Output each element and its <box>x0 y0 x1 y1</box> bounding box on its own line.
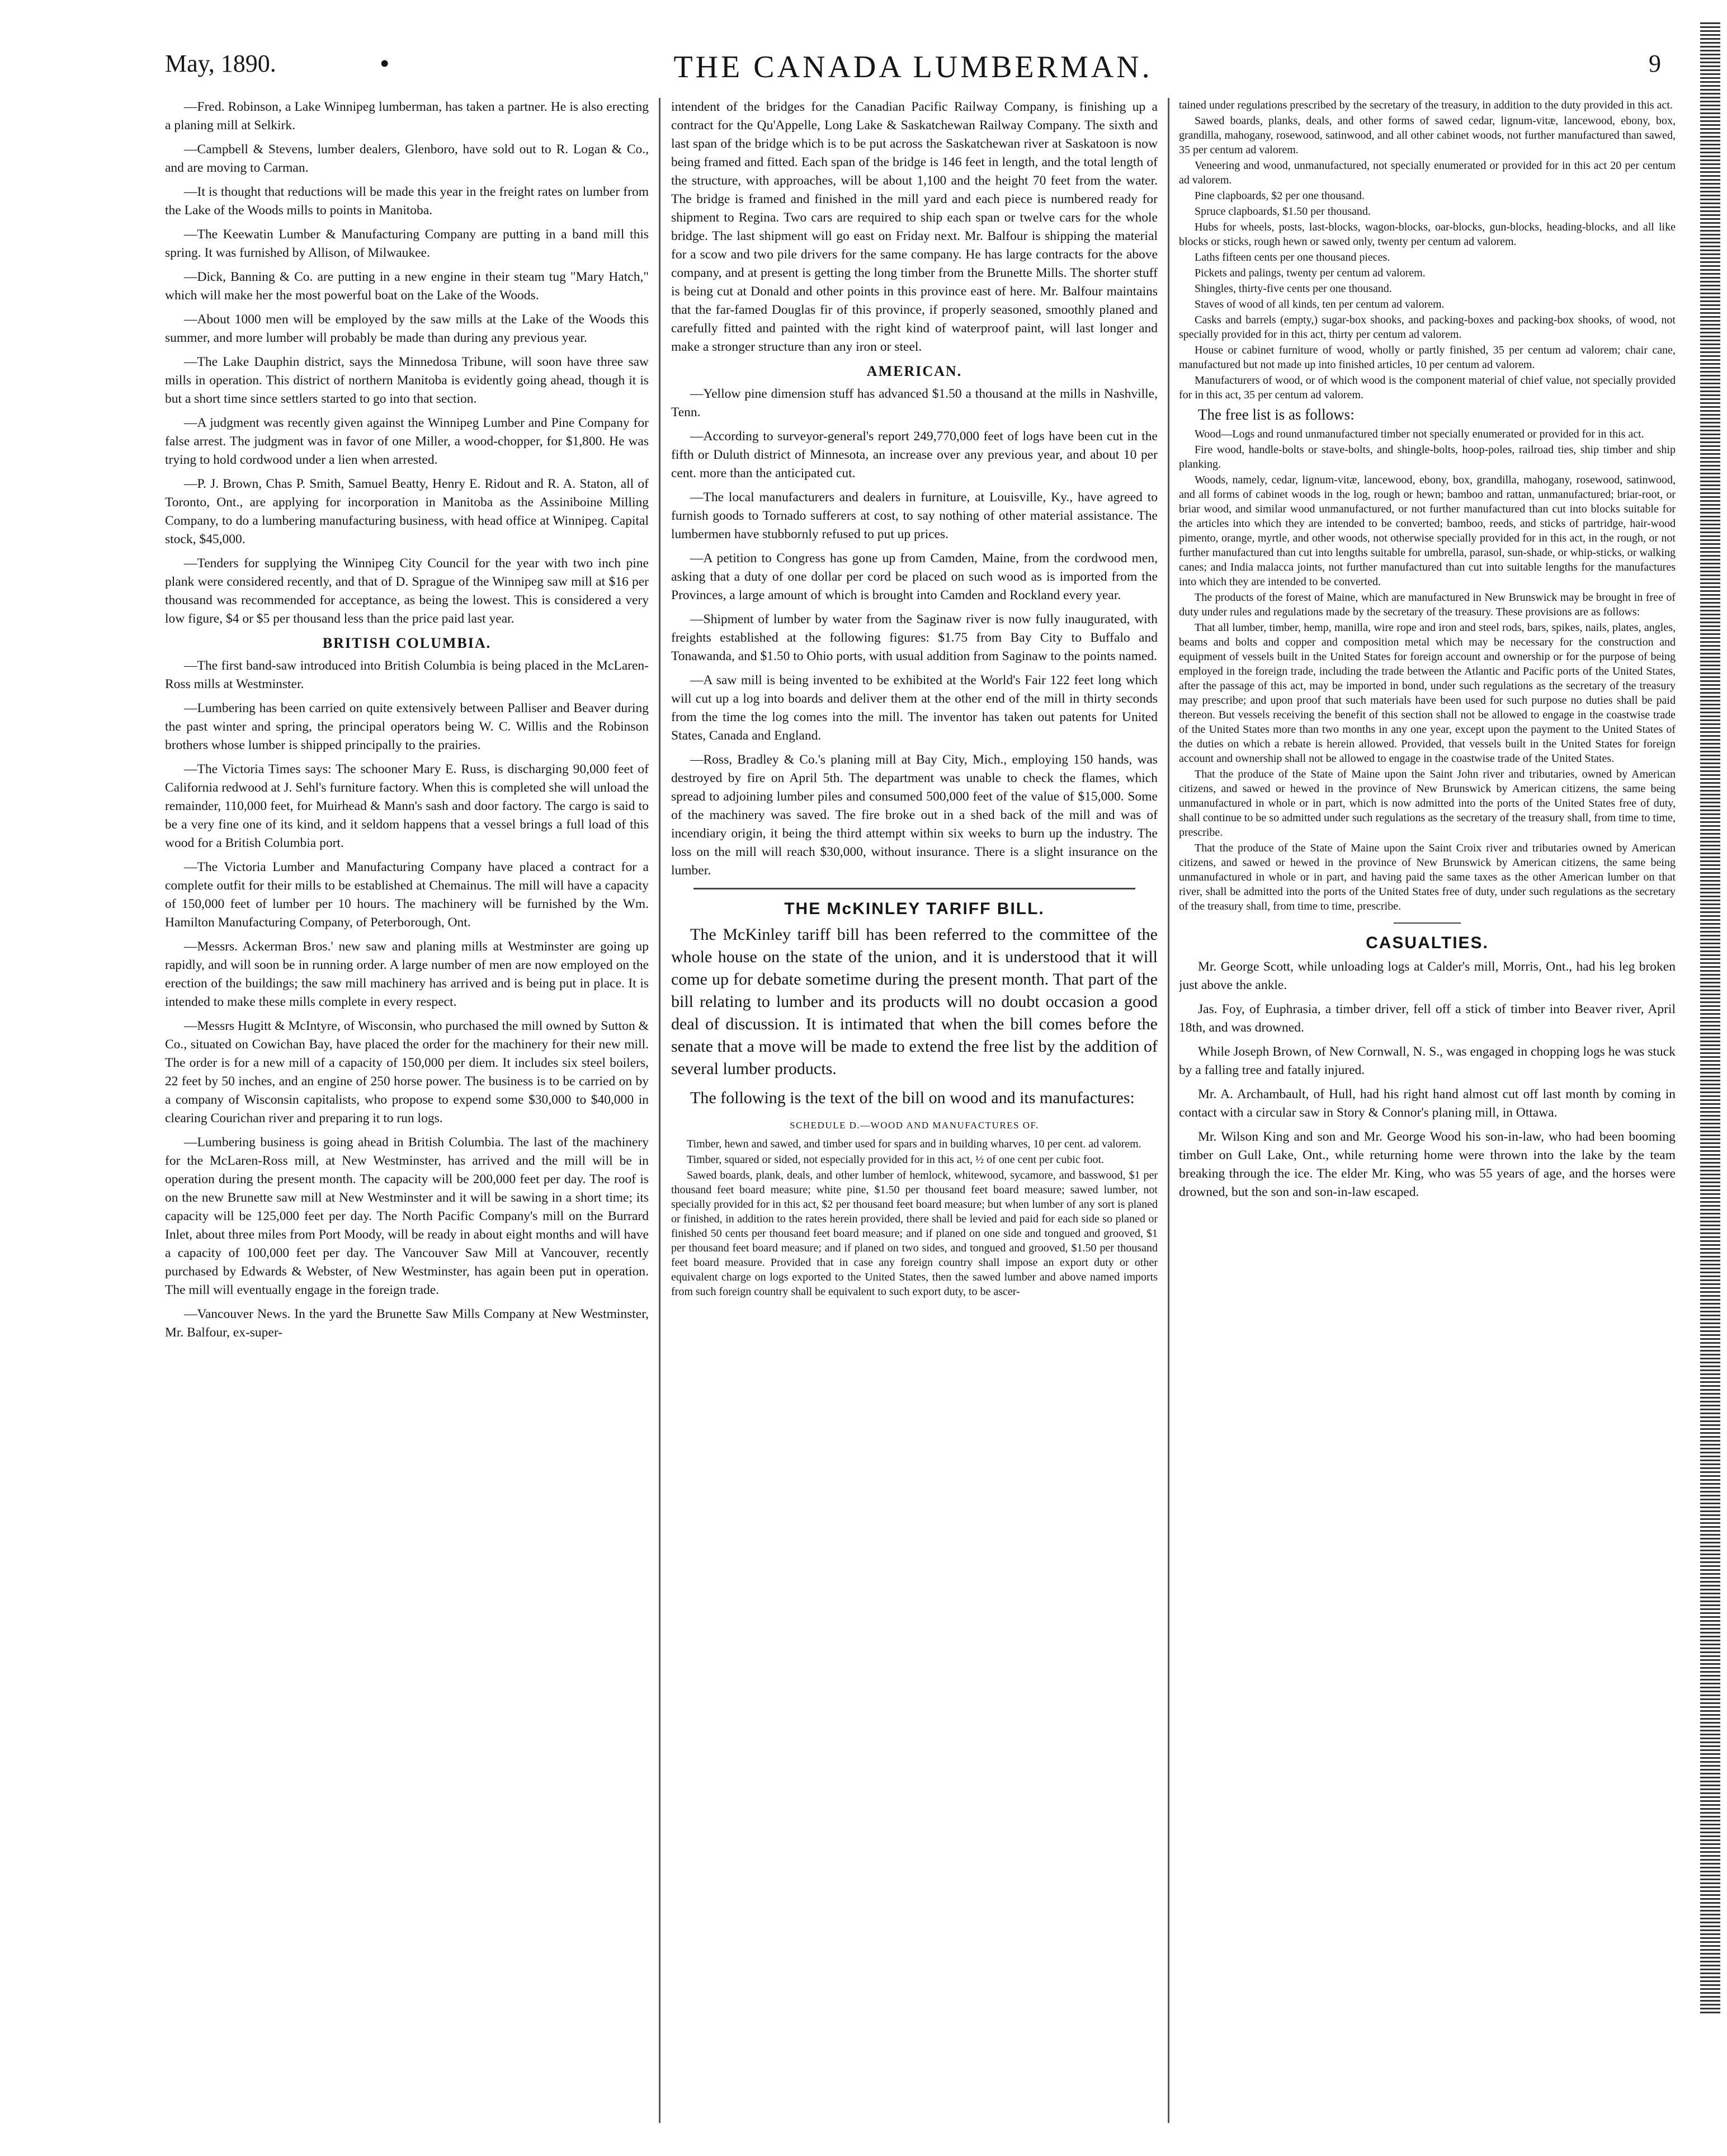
free-list-item: That the produce of the State of Maine upon the Saint John river and tributaries, owned by American citizens, and sawed or hewed in the province of New Brunswick by American citizens, the same being unmanufactured in whole or in part, which is now admitted into the ports of the United States free of duty, shall continue to be so admitted under such regulations as the secretary of the treasury shall, from time to time, prescribe. <box>1179 768 1676 839</box>
schedule-item: Sawed boards, plank, deals, and other lumber of hemlock, whitewood, sycamore, and basswood, $1 per thousand feet board measure; white pine, $1.50 per thousand feet board measure; sawed lumber, not specially provided for in this act, $2 per thousand feet board measure; but when lumber of any sort is planed or finished, in addition to the rates herein provided, there shall be levied and paid for each side so planed or finished 50 cents per thousand feet board measure; and if planed on one side and tongued and grooved, $1 per thousand feet board measure; and if planed on two sides, and tongued and grooved, $1.50 per thousand feet board measure. Provided that in case any foreign country shall impose an export duty or other equivalent charge on logs exported to the United States, then the sawed lumber and above named imports from such foreign country shall be equivalent to such export duty, to be ascer- <box>671 1169 1158 1298</box>
news-item: Jas. Foy, of Euphrasia, a timber driver, fell off a stick of timber into Beaver river, April 18th, and was drowned. <box>1179 1002 1676 1035</box>
news-item: —A judgment was recently given against the Winnipeg Lumber and Pine Company for false arrest. The judgment was in favor of one Miller, a wood-chopper, for $1,800. He was trying to hold cordwood under a lien when arrested. <box>165 416 649 467</box>
news-item: —According to surveyor-general's report 249,770,000 feet of logs have been cut in the fifth or Duluth district of Minnesota, an increase over any previous year, and about 10 per cent. more than the anticipated cut. <box>671 429 1158 481</box>
schedule-heading: SCHEDULE D.—WOOD AND MANUFACTURES OF. <box>790 1120 1039 1131</box>
news-item: —Ross, Bradley & Co.'s planing mill at Bay City, Mich., employing 150 hands, was destroyed by fire on April 5th. The department was unable to check the flames, which spread to adjoining lumber piles and consumed 500,000 feet of the value of $15,000. Some of the machinery was saved. The fire broke out in a shed back of the mill and was of incendiary origin, it being the third attempt within six weeks to burn up the industry. The loss on the mill will reach $30,000, without insurance. There is a slight insurance on the lumber. <box>671 752 1158 878</box>
news-item: —A petition to Congress has gone up from Camden, Maine, from the cordwood men, asking that a duty of one dollar per cord be placed on such wood as is imported from the Provinces, a large amount of which is brought into Camden and Rockland every year. <box>671 551 1158 602</box>
american-news <box>671 385 1158 880</box>
masthead <box>165 49 1661 91</box>
free-list-item: Woods, namely, cedar, lignum-vitæ, lancewood, ebony, box, grandilla, mahogany, rosewood, satinwood, and all forms of cabinet woods in the log, rough or hewn; bamboo and rattan, unmanufactured; briar-root, or briar wood, and similar wood unmanufactured, or not further manufactured than cut into blocks suitable for the articles into which they are intended to be converted; bamboo, reeds, and sticks of partridge, hair-wood pimento, orange, myrtle, and other woods, not otherwise specially provided for in this act, in the rough, or not further manufactured than cut into lengths suitable for umbrella, parasol, sun-shade, or whip-sticks, or walking canes; and India malacca joints, not further manufactured than cut into suitable lengths for the manufactures into which they are intended to be converted. <box>1179 474 1676 588</box>
newspaper-title: THE CANADA LUMBERMAN. <box>673 50 1153 84</box>
free-list-item: The products of the forest of Maine, which are manufactured in New Brunswick may be brought in free of duty under rules and regulations made by the secretary of the treasury. These provisions are as follows: <box>1179 591 1676 618</box>
section-heading-british-columbia: BRITISH COLUMBIA. <box>322 635 492 651</box>
schedule-item: House or cabinet furniture of wood, wholly or partly finished, 35 per centum ad valorem; chair cane, manufactured but not made up into finished articles, 10 per centum ad valorem. <box>1179 344 1676 371</box>
news-item: —Lumbering business is going ahead in British Columbia. The last of the machinery for the McLaren-Ross mill, at New Westminster, has arrived and the mill will be in operation during the present month. The capacity will be 200,000 feet per day. The roof is on the new Brunette saw mill at New Westminster and it will be sawing in a short time; its capacity will be 125,000 feet per day. The North Pacific Company's mill on the Burrard Inlet, about three miles from Port Moody, will be ready in about eight months and will have a capacity of 100,000 feet per day. The Vancouver Saw Mill at Vancouver, recently purchased by Edwards & Webster, of New Westminster, has again been put in operation. The mill will eventually engage in the foreign trade. <box>165 1135 649 1297</box>
section-divider <box>1394 922 1461 924</box>
news-item: —About 1000 men will be employed by the saw mills at the Lake of the Woods this summer, and more lumber will probably be made than during any previous year. <box>165 312 649 345</box>
news-item: —The local manufacturers and dealers in furniture, at Louisville, Ky., have agreed to furnish goods to Tornado sufferers at cost, to say nothing of other material assistance. The lumbermen have stubbornly refused to put up prices. <box>671 490 1158 542</box>
news-item: —The Victoria Lumber and Manufacturing Company have placed a contract for a complete outfit for their mills to be established at Chemainus. The mill will have a capacity of 150,000 feet of lumber per 10 hours. The machinery will be furnished by the Wm. Hamilton Manufacturing Company, of Peterborough, Ont. <box>165 860 649 930</box>
free-list-intro: The free list is as follows: <box>1198 406 1355 423</box>
news-item: While Joseph Brown, of New Cornwall, N. S., was engaged in chopping logs he was stuck by a falling tree and fatally injured. <box>1179 1044 1676 1077</box>
free-list-item: That the produce of the State of Maine upon the Saint Croix river and tributaries owned by American citizens, and sawed or hewed in the province of New Brunswick by American citizens, the same being unmanufactured in whole or in part, and having paid the same taxes as the other American lumber on that river, shall be admitted into the ports of the United States free of duty, under such regulations as the secretary of the treasury shall, from time to time, prescribe. <box>1179 842 1676 912</box>
free-list-item: Fire wood, handle-bolts or stave-bolts, and shingle-bolts, hoop-poles, railroad ties, ship timber and ship planking. <box>1179 444 1676 470</box>
free-list-item: Wood—Logs and round unmanufactured timber not specially enumerated or provided for in this act. <box>1195 428 1644 440</box>
news-item: Mr. A. Archambault, of Hull, had his right hand almost cut off last month by coming in contact with a circular saw in Story & Connor's planing mill, in Ottawa. <box>1179 1087 1676 1120</box>
free-list <box>1179 427 1676 914</box>
separator-dot: • <box>380 50 389 77</box>
schedule-item: Sawed boards, planks, deals, and other forms of sawed cedar, lignum-vitæ, lancewood, ebony, box, grandilla, mahogany, rosewood, satinwood, and all other cabinet woods, not further manufactured than sawed, 35 per centum ad valorem. <box>1179 115 1676 156</box>
manitoba-news <box>165 98 649 628</box>
news-item: —Messrs. Ackerman Bros.' new saw and planing mills at Westminster are going up rapidly, and will soon be in running order. A large number of men are now employed on the erection of the buildings; the saw mill machinery has arrived and is being put in place. It is intended to make these mills complete in every respect. <box>165 939 649 1009</box>
news-item: —Shipment of lumber by water from the Saginaw river is now fully inaugurated, with freights established at the following figures: $1.75 from Bay City to Buffalo and Tonawanda, and $1.50 to Ohio ports, with usual addition from Saginaw to the points named. <box>671 612 1158 663</box>
issue-date: May, 1890. <box>165 50 276 77</box>
schedule-item: Hubs for wheels, posts, last-blocks, wagon-blocks, oar-blocks, gun-blocks, heading-blocks, and all like blocks or sticks, rough hewn or sawed only, twenty per centum ad valorem. <box>1179 221 1676 248</box>
column-1 <box>165 98 649 2117</box>
column-3 <box>1179 98 1676 2117</box>
section-heading-casualties: CASUALTIES. <box>1366 934 1489 952</box>
schedule-item: Veneering and wood, unmanufactured, not specially enumerated or provided for in this act 20 per centum ad valorem. <box>1179 159 1676 186</box>
schedule-item: tained under regulations prescribed by the secretary of the treasury, in addition to the duty provided in this act. <box>1179 99 1673 111</box>
news-item: —Campbell & Stevens, lumber dealers, Glenboro, have sold out to R. Logan & Co., and are moving to Carman. <box>165 142 649 175</box>
free-list-item: That all lumber, timber, hemp, manilla, wire rope and iron and steel rods, bars, spikes, nails, plates, angles, beams and bolts and copper and composition metal which may be necessary for the construction and equipment of vessels built in the United States for foreign account and ownership or for the purpose of being employed in the foreign trade, including the trade between the Atlantic and Pacific ports of the United States, after the passage of this act, may be imported in bond, under such regulations as the secretary of the treasury may prescribe; and upon proof that such materials have been used for such purpose no duties shall be paid thereon. But vessels receiving the benefit of this section shall not be allowed to engage in the coastwise trade of the United States more than two months in any one year, except upon the payment to the United States of the duties on which a rebate is herein allowed. Provided, that vessels built in the United States for foreign account and ownership shall not be allowed to engage in the coastwise trade of the United States. <box>1179 622 1676 765</box>
schedule-item: Manufacturers of wood, or of which wood is the component material of chief value, not specially provided for in this act, 35 per centum ad valorem. <box>1179 374 1676 401</box>
schedule-item: Timber, squared or sided, not especially provided for in this act, ½ of one cent per cubic foot. <box>687 1154 1105 1166</box>
article-heading-tariff-bill: THE McKINLEY TARIFF BILL. <box>784 900 1045 918</box>
news-item: —Yellow pine dimension stuff has advanced $1.50 a thousand at the mills in Nashville, Tenn. <box>671 387 1158 420</box>
news-item: —Dick, Banning & Co. are putting in a new engine in their steam tug "Mary Hatch," which will make her the most powerful boat on the Lake of the Woods. <box>165 270 649 303</box>
news-item: —It is thought that reductions will be made this year in the freight rates on lumber from the Lake of the Woods mills to points in Manitoba. <box>165 185 649 218</box>
page-number: 9 <box>1649 50 1661 77</box>
news-item: —The first band-saw introduced into British Columbia is being placed in the McLaren-Ross mills at Westminster. <box>165 658 649 691</box>
article-paragraph: The following is the text of the bill on wood and its manufactures: <box>690 1089 1135 1107</box>
column-divider <box>659 98 660 2123</box>
schedule-item: Spruce clapboards, $1.50 per thousand. <box>1195 205 1371 218</box>
news-item: —A saw mill is being invented to be exhibited at the World's Fair 122 feet long which will cut up a log into boards and deliver them at the other end of the mill in thirty seconds from the time the log comes into the mill. The inventor has taken out patents for United States, Canada and England. <box>671 673 1158 743</box>
news-item: —The Lake Dauphin district, says the Minnedosa Tribune, will soon have three saw mills in operation. This district of northern Manitoba is evidently going ahead, though it is but a short time since settlers started to go into that section. <box>165 355 649 406</box>
news-item: —Fred. Robinson, a Lake Winnipeg lumberman, has taken a partner. He is also erecting a planing mill at Selkirk. <box>165 100 649 133</box>
schedule-item: Pickets and palings, twenty per centum ad valorem. <box>1195 267 1426 279</box>
schedule-item: Staves of wood of all kinds, ten per centum ad valorem. <box>1195 298 1445 310</box>
news-item: Mr. George Scott, while unloading logs at Calder's mill, Morris, Ont., had his leg broken just above the ankle. <box>1179 959 1676 992</box>
news-item: —Tenders for supplying the Winnipeg City Council for the year with two inch pine plank were considered recently, and that of D. Sprague of the Winnipeg saw mill at $16 per thousand was recommended for acceptance, as being the lowest. This is considered a very low figure, $4 or $5 per thousand less than the price paid last year. <box>165 556 649 626</box>
schedule-item: Pine clapboards, $2 per one thousand. <box>1195 190 1365 202</box>
article-paragraph: The McKinley tariff bill has been referred to the committee of the whole house on the state of the union, and it is understood that it will come up for debate sometime during the present month. That part of the bill relating to lumber and its products will no doubt occasion a good deal of discussion. It is intimated that when the bill comes before the senate that a move will be made to extend the free list by the addition of several lumber products. <box>671 925 1158 1078</box>
news-item: —Messrs Hugitt & McIntyre, of Wisconsin, who purchased the mill owned by Sutton & Co., situated on Cowichan Bay, have placed the order for the machinery for their new mill. The order is for a new mill of a capacity of 150,000 per diem. It includes six steel boilers, 22 feet by 50 inches, and an engine of 250 horse power. The business is to be carried on by a company of Wisconsin capitalists, who propose to expend some $30,000 to $40,000 in clearing Courichan river and preparing it to run logs. <box>165 1019 649 1126</box>
scan-edge-artifact <box>1700 22 1720 2014</box>
schedule-item: Laths fifteen cents per one thousand pieces. <box>1195 251 1390 263</box>
article-divider <box>693 888 1135 889</box>
news-item: Mr. Wilson King and son and Mr. George Wood his son-in-law, who had been booming timber on Gull Lake, Ont., while returning home were thrown into the lake by the team breaking through the ice. The elder Mr. King, who was 55 years of age, and the horses were drowned, but the son and son-in-law escaped. <box>1179 1129 1676 1199</box>
news-item-continued: intendent of the bridges for the Canadian Pacific Railway Company, is finishing up a contract for the Qu'Appelle, Long Lake & Saskatchewan Railway Company. The sixth and last span of the bridge which is to be put across the Saskatchewan river at Saskatoon is now being framed and fitted. Each span of the bridge is 146 feet in length, and the total length of the structure, with approaches, will be about 1,100 and the height 70 feet from the water. The bridge is framed and finished in the mill yard and each piece is numbered ready for shipment to Regina. Two cars are required to ship each span or twelve cars for the whole bridge. The last shipment will go east on Friday next. Mr. Balfour is shipping the material for a scow and two pile drivers for the same company. He has large contracts for the above company, and at present is getting the long timber from the Brunette Mills. The shorter stuff is being cut at Donald and other points in this province east of here. Mr. Balfour maintains that the far-famed Douglas fir of this province, if properly seasoned, smoothly planed and carefully fitted and painted with the right kind of waterproof paint, will last longer and make a stronger structure than any iron or steel. <box>671 100 1158 354</box>
schedule-item: Shingles, thirty-five cents per one thousand. <box>1195 283 1392 295</box>
column-divider <box>1168 98 1169 2123</box>
british-columbia-news <box>165 657 649 1342</box>
column-2 <box>671 98 1158 2117</box>
news-item: —P. J. Brown, Chas P. Smith, Samuel Beatty, Henry E. Ridout and R. A. Staton, all of Toronto, Ont., are applying for incorporation in Manitoba as the Assiniboine Milling Company, to do a lumbering manufacturing business, with head office at Winnipeg. Capital stock, $45,000. <box>165 477 649 547</box>
news-item: —The Keewatin Lumber & Manufacturing Company are putting in a band mill this spring. It was furnished by Allison, of Milwaukee. <box>165 227 649 260</box>
news-item: —Lumbering has been carried on quite extensively between Palliser and Beaver during the past winter and spring, the principal operators being W. C. Willis and the Robinson brothers whose lumber is shipped principally to the prairies. <box>165 701 649 752</box>
section-heading-american: AMERICAN. <box>866 363 962 379</box>
news-item: —Vancouver News. In the yard the Brunette Saw Mills Company at New Westminster, Mr. Balfour, ex-super- <box>165 1307 649 1340</box>
casualties-news <box>1179 958 1676 1202</box>
news-item: —The Victoria Times says: The schooner Mary E. Russ, is discharging 90,000 feet of California redwood at J. Sehl's furniture factory. When this is completed she will unload the remainder, 110,000 feet, for Muirhead & Mann's sash and door factory. The cargo is said to be a very fine one of its kind, and it seldom happens that a vessel brings a full load of this wood for a British Columbia port. <box>165 762 649 850</box>
schedule-item: Timber, hewn and sawed, and timber used for spars and in building wharves, 10 per cent. ad valorem. <box>687 1138 1141 1150</box>
tariff-schedule-continued <box>1179 98 1676 402</box>
schedule-item: Casks and barrels (empty,) sugar-box shooks, and packing-boxes and packing-box shooks, of wood, not specially provided for in this act, thirty per centum ad valorem. <box>1179 314 1676 341</box>
